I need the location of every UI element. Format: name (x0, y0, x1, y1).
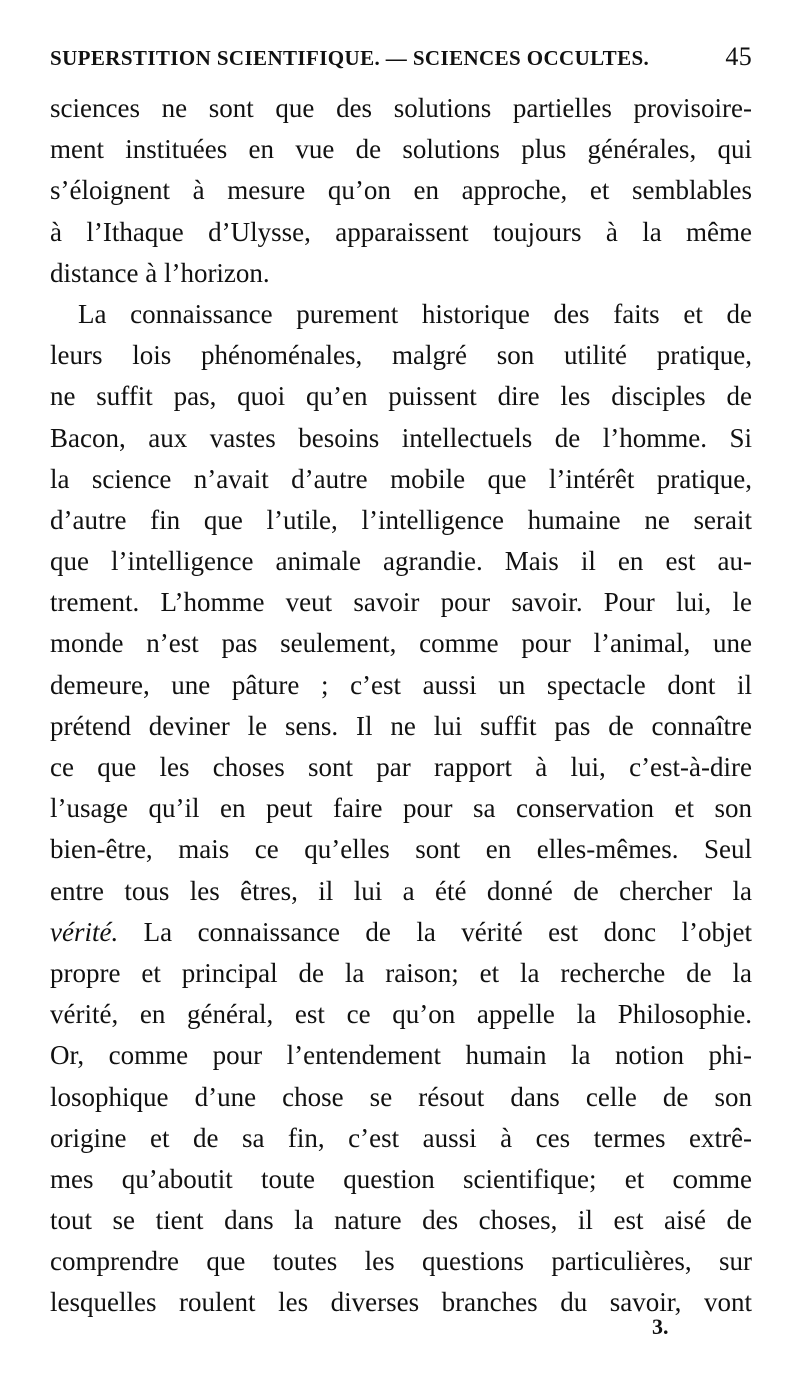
text-line: à l’Ithaque d’Ulysse, apparaissent toujours à la même (50, 216, 752, 247)
text-line: d’autre fin que l’utile, l’intelligence humaine ne serait (50, 504, 752, 535)
text-line: Bacon, aux vastes besoins intellectuels de l’homme. Si (50, 422, 752, 453)
text-line: origine et de sa fin, c’est aussi à ces termes extrê- (50, 1122, 752, 1153)
text-line: ne suffit pas, quoi qu’en puissent dire les disciples de (50, 381, 752, 412)
text-line: distance à l’horizon. (50, 257, 270, 288)
text-line: comprendre que toutes les questions particulières, sur (50, 1246, 752, 1277)
text-line: vérité, en général, est ce qu’on appelle la Philosophie. (50, 999, 752, 1030)
text-line: lesquelles roulent les diverses branches du savoir, vont (50, 1287, 752, 1318)
running-title: SUPERSTITION SCIENTIFIQUE. — SCIENCES OCCULTES. (50, 46, 650, 70)
text-line: La connaissance purement historique des faits et de (78, 298, 752, 329)
italic-word: vérité. (50, 916, 119, 947)
text-line-verite (50, 912, 752, 953)
text-line: losophique d’une chose se résout dans celle de son (50, 1081, 752, 1112)
text-line: prétend deviner le sens. Il ne lui suffit pas de connaître (50, 710, 752, 741)
text-line: demeure, une pâture ; c’est aussi un spectacle dont il (50, 669, 752, 700)
body-text (50, 88, 752, 1324)
text-line: l’usage qu’il en peut faire pour sa conservation et son (50, 793, 752, 824)
text-line: que l’intelligence animale agrandie. Mais il en est au- (50, 546, 752, 577)
text-line: bien-être, mais ce qu’elles sont en elles-mêmes. Seul (50, 834, 752, 865)
text-line: trement. L’homme veut savoir pour savoir. Pour lui, le (50, 587, 752, 618)
text-line: tout se tient dans la nature des choses, il est aisé de (50, 1205, 752, 1236)
text-line: mes qu’aboutit toute question scientifique; et comme (50, 1163, 752, 1194)
text-line: sciences ne sont que des solutions partielles provisoire- (50, 93, 752, 123)
text-line: ment instituées en vue de solutions plus générales, qui (50, 134, 752, 165)
text-line: monde n’est pas seulement, comme pour l’animal, une (50, 628, 752, 659)
running-head (50, 42, 752, 88)
text-line-rest: La connaissance de la vérité est donc l’objet (118, 916, 752, 947)
text-line: la science n’avait d’autre mobile que l’intérêt pratique, (50, 463, 752, 494)
text-line: Or, comme pour l’entendement humain la notion phi- (50, 1040, 752, 1071)
text-line: entre tous les êtres, il lui a été donné de chercher la (50, 875, 752, 906)
text-line: ce que les choses sont par rapport à lui, c’est-à-dire (50, 752, 752, 782)
text-line: s’éloignent à mesure qu’on en approche, et semblables (50, 175, 752, 206)
signature-mark: 3. (652, 1314, 669, 1339)
text-line: propre et principal de la raison; et la recherche de la (50, 957, 752, 988)
text-line: leurs lois phénoménales, malgré son utilité pratique, (50, 340, 752, 371)
page-number: 45 (725, 42, 752, 71)
